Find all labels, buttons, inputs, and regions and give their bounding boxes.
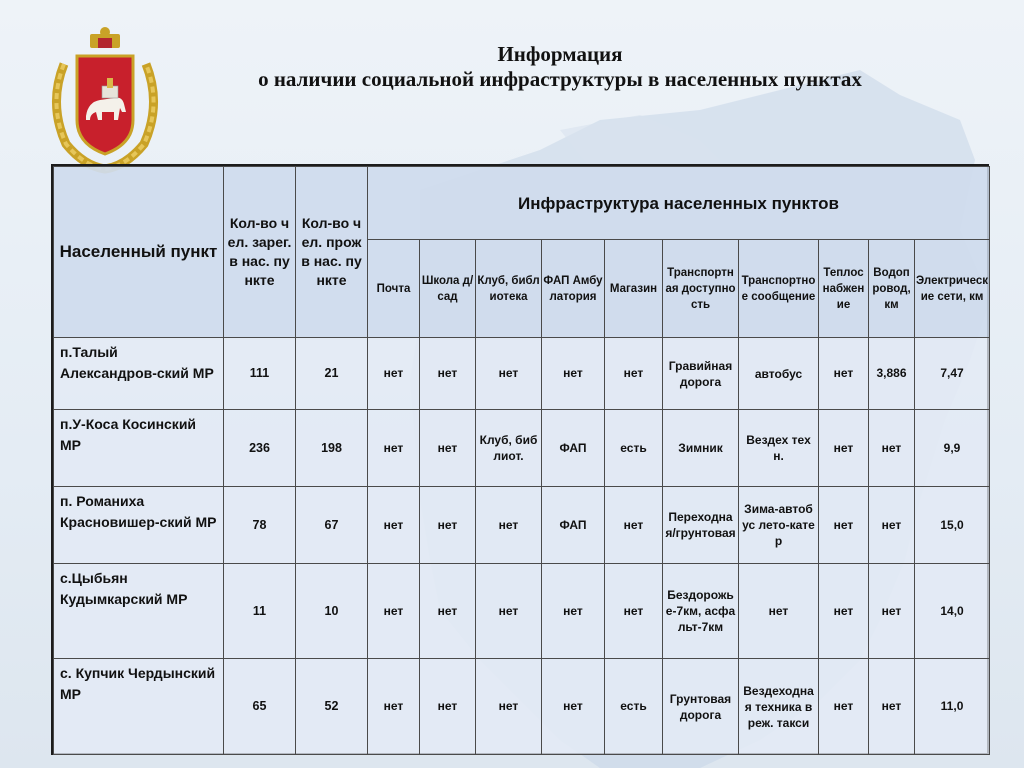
header-electric: Электрические сети, км xyxy=(915,240,990,338)
cell-fap: нет xyxy=(542,338,605,410)
cell-transport-service: Зима-автобус лето-катер xyxy=(739,487,819,564)
cell-electric: 14,0 xyxy=(915,564,990,659)
cell-school: нет xyxy=(420,338,476,410)
cell-post: нет xyxy=(368,487,420,564)
cell-school: нет xyxy=(420,487,476,564)
cell-shop: нет xyxy=(605,338,663,410)
title-line-1: Информация xyxy=(497,42,623,66)
header-shop: Магазин xyxy=(605,240,663,338)
cell-place: с. Купчик Чердынский МР xyxy=(54,659,224,755)
cell-electric: 7,47 xyxy=(915,338,990,410)
cell-heating: нет xyxy=(819,659,869,755)
header-fap: ФАП Амбулатория xyxy=(542,240,605,338)
table-row xyxy=(54,564,990,659)
header-heating: Теплоснабжение xyxy=(819,240,869,338)
cell-transport-access: Гравийная дорога xyxy=(663,338,739,410)
cell-living: 52 xyxy=(296,659,368,755)
cell-water: 3,886 xyxy=(869,338,915,410)
cell-heating: нет xyxy=(819,338,869,410)
cell-school: нет xyxy=(420,564,476,659)
cell-place: п. Романиха Красновишер-ский МР xyxy=(54,487,224,564)
cell-registered: 111 xyxy=(224,338,296,410)
cell-water: нет xyxy=(869,487,915,564)
cell-heating: нет xyxy=(819,564,869,659)
cell-shop: нет xyxy=(605,487,663,564)
cell-post: нет xyxy=(368,659,420,755)
cell-transport-access: Зимник xyxy=(663,410,739,487)
header-school: Школа д/сад xyxy=(420,240,476,338)
cell-school: нет xyxy=(420,659,476,755)
table-row xyxy=(54,487,990,564)
cell-club: нет xyxy=(476,338,542,410)
header-place: Населенный пункт xyxy=(54,167,224,338)
table-row xyxy=(54,410,990,487)
cell-water: нет xyxy=(869,564,915,659)
cell-living: 21 xyxy=(296,338,368,410)
cell-post: нет xyxy=(368,564,420,659)
cell-post: нет xyxy=(368,338,420,410)
cell-place: с.Цыбьян Кудымкарский МР xyxy=(54,564,224,659)
cell-transport-access: Грунтовая дорога xyxy=(663,659,739,755)
cell-place: п.Талый Александров-ский МР xyxy=(54,338,224,410)
table-row xyxy=(54,659,990,755)
header-post: Почта xyxy=(368,240,420,338)
cell-registered: 11 xyxy=(224,564,296,659)
cell-fap: ФАП xyxy=(542,487,605,564)
title-line-2: о наличии социальной инфраструктуры в населенных пунктах xyxy=(258,67,862,91)
cell-club: нет xyxy=(476,564,542,659)
infrastructure-table xyxy=(51,164,989,755)
cell-registered: 78 xyxy=(224,487,296,564)
cell-transport-access: Бездорожье-7км, асфальт-7км xyxy=(663,564,739,659)
cell-transport-service: нет xyxy=(739,564,819,659)
cell-transport-service: Вездеходная техника в реж. такси xyxy=(739,659,819,755)
cell-club: нет xyxy=(476,659,542,755)
cell-fap: нет xyxy=(542,659,605,755)
cell-water: нет xyxy=(869,410,915,487)
cell-fap: ФАП xyxy=(542,410,605,487)
cell-school: нет xyxy=(420,410,476,487)
cell-shop: есть xyxy=(605,410,663,487)
perm-krai-coat-of-arms xyxy=(44,24,166,174)
cell-living: 67 xyxy=(296,487,368,564)
cell-living: 10 xyxy=(296,564,368,659)
header-water: Водопровод, км xyxy=(869,240,915,338)
cell-post: нет xyxy=(368,410,420,487)
cell-living: 198 xyxy=(296,410,368,487)
header-club: Клуб, библиотека xyxy=(476,240,542,338)
header-transport-access: Транспортная доступность xyxy=(663,240,739,338)
header-infrastructure: Инфраструктура населенных пунктов xyxy=(368,167,990,240)
cell-place: п.У-Коса Косинский МР xyxy=(54,410,224,487)
page-title xyxy=(180,42,940,92)
cell-heating: нет xyxy=(819,487,869,564)
cell-electric: 9,9 xyxy=(915,410,990,487)
header-living: Кол-во чел. прож в нас. пункте xyxy=(296,167,368,338)
cell-registered: 236 xyxy=(224,410,296,487)
header-registered: Кол-во чел. зарег. в нас. пункте xyxy=(224,167,296,338)
cell-shop: есть xyxy=(605,659,663,755)
cell-fap: нет xyxy=(542,564,605,659)
header-transport-service: Транспортное сообщение xyxy=(739,240,819,338)
cell-water: нет xyxy=(869,659,915,755)
table-row xyxy=(54,338,990,410)
cell-shop: нет xyxy=(605,564,663,659)
cell-transport-service: Вездех техн. xyxy=(739,410,819,487)
cell-registered: 65 xyxy=(224,659,296,755)
cell-heating: нет xyxy=(819,410,869,487)
cell-electric: 11,0 xyxy=(915,659,990,755)
cell-club: нет xyxy=(476,487,542,564)
cell-electric: 15,0 xyxy=(915,487,990,564)
cell-club: Клуб, библиот. xyxy=(476,410,542,487)
cell-transport-service: автобус xyxy=(739,338,819,410)
cell-transport-access: Переходная/грунтовая xyxy=(663,487,739,564)
